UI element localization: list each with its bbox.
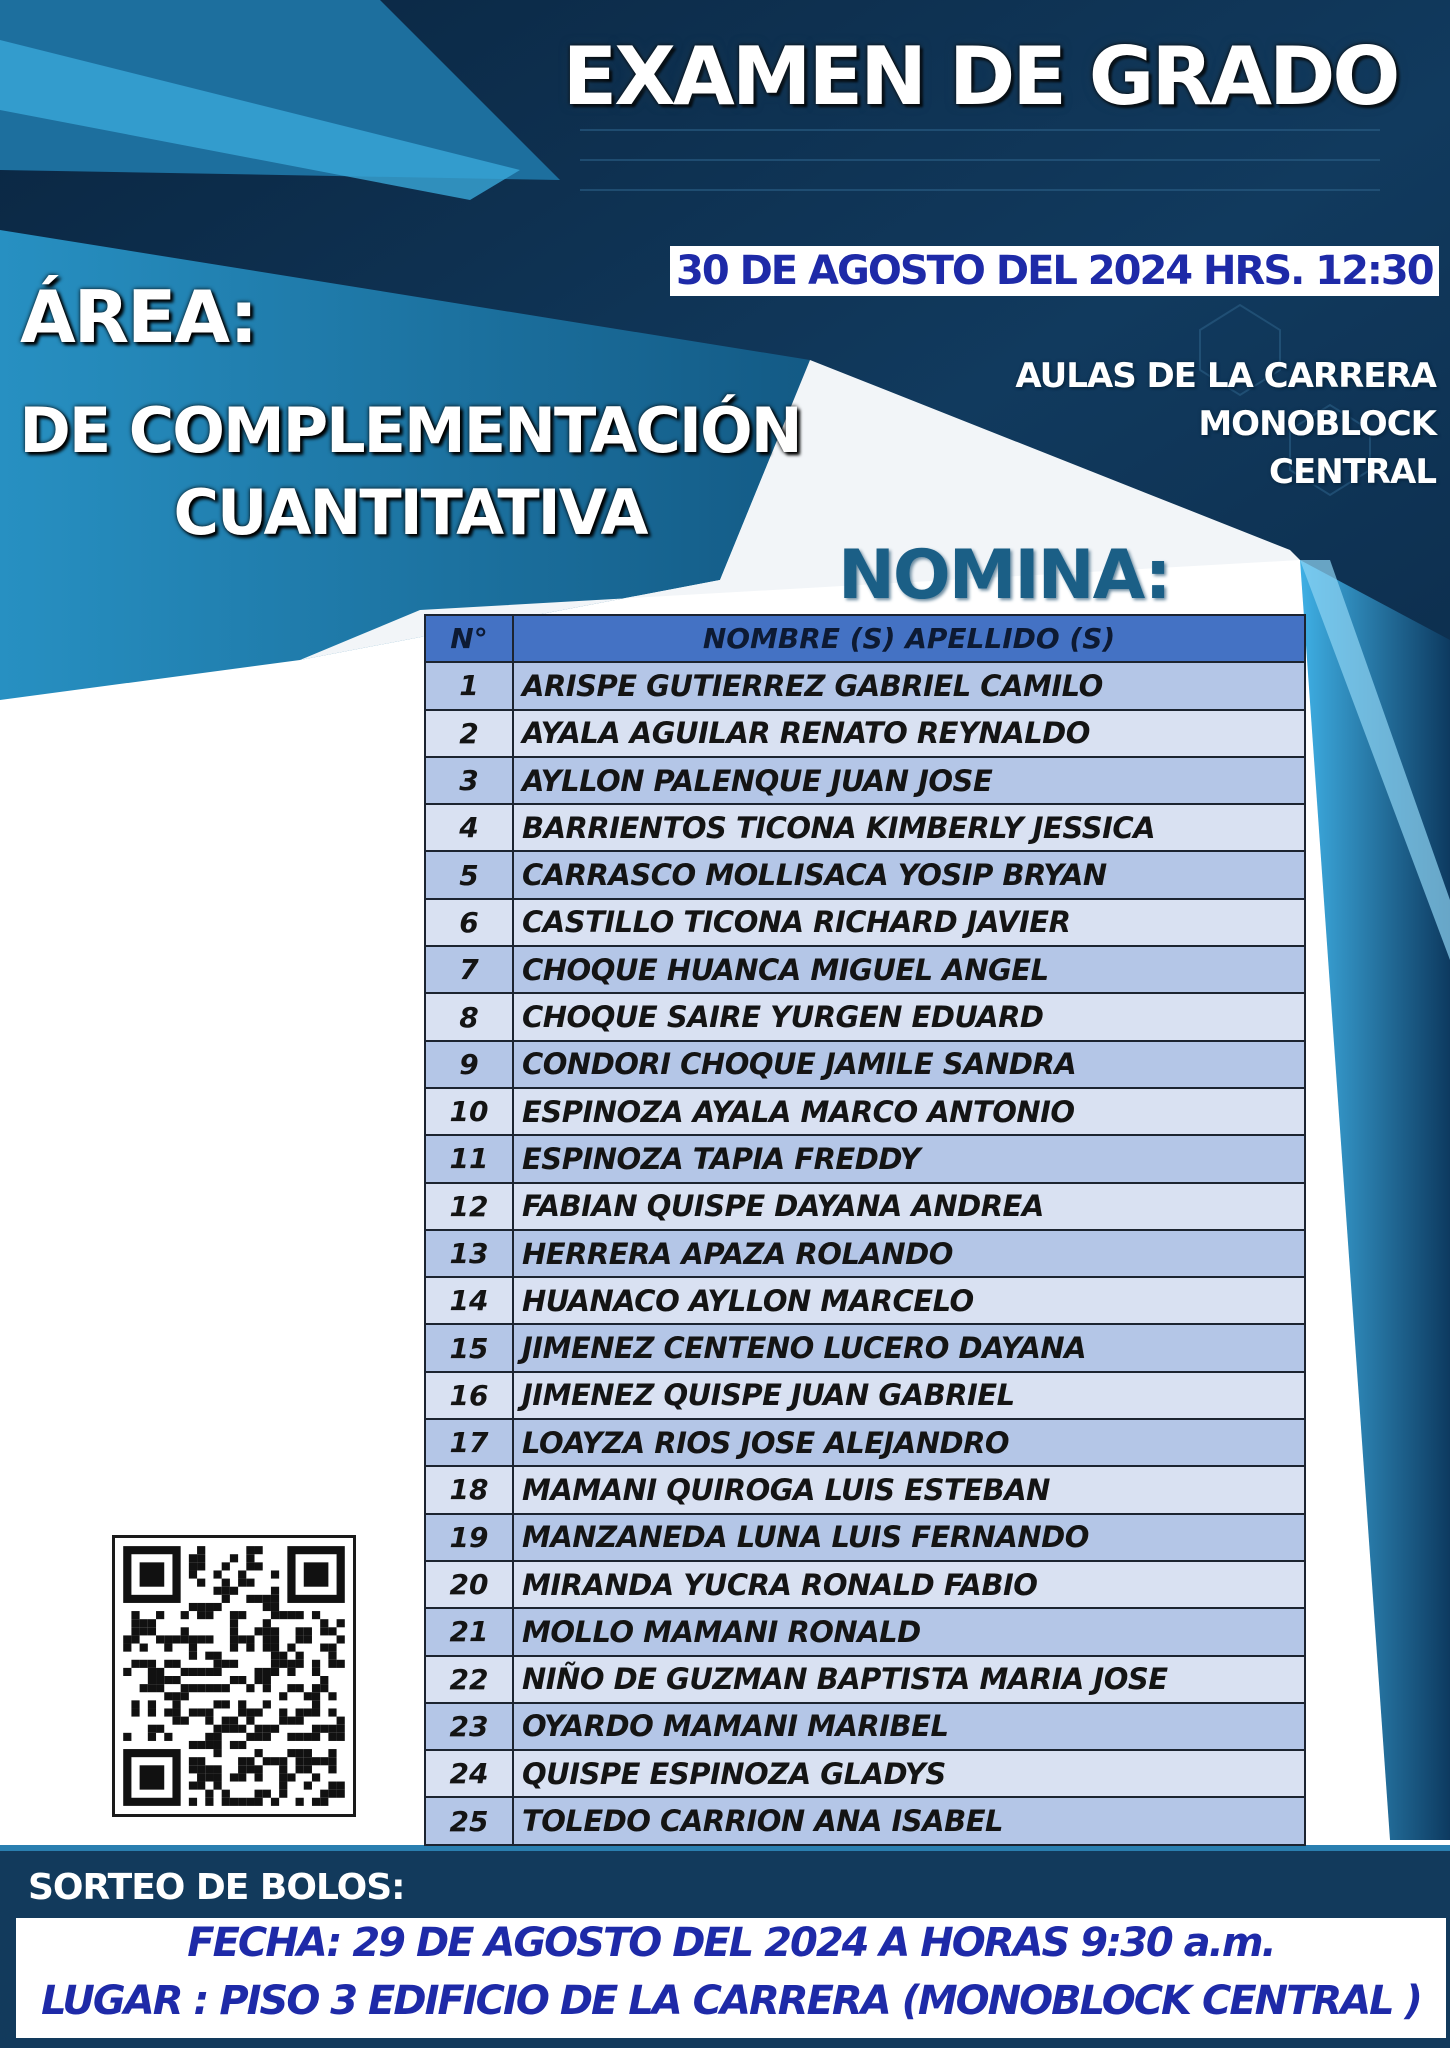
qr-code-icon (112, 1535, 356, 1817)
table-row (425, 1372, 1305, 1419)
table-row (425, 1608, 1305, 1655)
table-row (425, 1419, 1305, 1466)
student-name: CONDORI CHOQUE JAMILE SANDRA (513, 1041, 1305, 1088)
student-name: CASTILLO TICONA RICHARD JAVIER (513, 899, 1305, 946)
table-row (425, 1135, 1305, 1182)
student-name: HERRERA APAZA ROLANDO (513, 1230, 1305, 1277)
student-name: MIRANDA YUCRA RONALD FABIO (513, 1561, 1305, 1608)
table-row (425, 1466, 1305, 1513)
column-header-name: NOMBRE (S) APELLIDO (S) (513, 615, 1305, 662)
row-number: 10 (425, 1088, 513, 1135)
exam-location (916, 352, 1436, 496)
row-number: 7 (425, 946, 513, 993)
student-name: CARRASCO MOLLISACA YOSIP BRYAN (513, 851, 1305, 898)
row-number: 6 (425, 899, 513, 946)
sorteo-details (16, 1918, 1446, 2038)
area-label: ÁREA: (20, 275, 257, 359)
location-line1: AULAS DE LA CARRERA (1015, 356, 1436, 396)
table-row (425, 1514, 1305, 1561)
row-number: 4 (425, 804, 513, 851)
row-number: 18 (425, 1466, 513, 1513)
table-row (425, 710, 1305, 757)
row-number: 13 (425, 1230, 513, 1277)
row-number: 8 (425, 993, 513, 1040)
student-name: ESPINOZA AYALA MARCO ANTONIO (513, 1088, 1305, 1135)
student-name: MAMANI QUIROGA LUIS ESTEBAN (513, 1466, 1305, 1513)
row-number: 17 (425, 1419, 513, 1466)
row-number: 9 (425, 1041, 513, 1088)
sorteo-lugar: LUGAR : PISO 3 EDIFICIO DE LA CARRERA (MONOBLOCK CENTRAL ) (41, 1978, 1421, 2024)
row-number: 3 (425, 757, 513, 804)
student-roster-table (424, 614, 1306, 1846)
table-row (425, 1088, 1305, 1135)
student-name: QUISPE ESPINOZA GLADYS (513, 1750, 1305, 1797)
row-number: 12 (425, 1183, 513, 1230)
student-name: LOAYZA RIOS JOSE ALEJANDRO (513, 1419, 1305, 1466)
sorteo-label: SORTEO DE BOLOS: (28, 1867, 405, 1908)
table-row (425, 899, 1305, 946)
table-row (425, 946, 1305, 993)
student-name: TOLEDO CARRION ANA ISABEL (513, 1797, 1305, 1844)
table-row (425, 804, 1305, 851)
row-number: 19 (425, 1514, 513, 1561)
column-header-number: N° (425, 615, 513, 662)
student-name: CHOQUE HUANCA MIGUEL ANGEL (513, 946, 1305, 993)
row-number: 2 (425, 710, 513, 757)
sorteo-fecha: FECHA: 29 DE AGOSTO DEL 2024 A HORAS 9:30 a.m. (187, 1920, 1275, 1966)
student-name: MOLLO MAMANI RONALD (513, 1608, 1305, 1655)
table-row (425, 1324, 1305, 1371)
table-row (425, 993, 1305, 1040)
student-name: AYALA AGUILAR RENATO REYNALDO (513, 710, 1305, 757)
table-row (425, 662, 1305, 709)
row-number: 16 (425, 1372, 513, 1419)
area-name (10, 390, 810, 554)
area-name-line1: DE COMPLEMENTACIÓN (19, 394, 801, 467)
location-line3: CENTRAL (1269, 452, 1436, 492)
row-number: 23 (425, 1703, 513, 1750)
row-number: 5 (425, 851, 513, 898)
student-name: BARRIENTOS TICONA KIMBERLY JESSICA (513, 804, 1305, 851)
student-name: OYARDO MAMANI MARIBEL (513, 1703, 1305, 1750)
table-row (425, 757, 1305, 804)
table-row (425, 1230, 1305, 1277)
student-name: ARISPE GUTIERREZ GABRIEL CAMILO (513, 662, 1305, 709)
table-row (425, 1277, 1305, 1324)
row-number: 20 (425, 1561, 513, 1608)
row-number: 25 (425, 1797, 513, 1844)
area-name-line2: CUANTITATIVA (173, 476, 647, 549)
student-name: HUANACO AYLLON MARCELO (513, 1277, 1305, 1324)
table-row (425, 851, 1305, 898)
student-name: JIMENEZ CENTENO LUCERO DAYANA (513, 1324, 1305, 1371)
student-name: JIMENEZ QUISPE JUAN GABRIEL (513, 1372, 1305, 1419)
row-number: 11 (425, 1135, 513, 1182)
table-header-row (425, 615, 1305, 662)
row-number: 1 (425, 662, 513, 709)
row-number: 22 (425, 1656, 513, 1703)
table-row (425, 1561, 1305, 1608)
exam-datetime: 30 DE AGOSTO DEL 2024 HRS. 12:30 (670, 246, 1439, 296)
student-name: FABIAN QUISPE DAYANA ANDREA (513, 1183, 1305, 1230)
row-number: 24 (425, 1750, 513, 1797)
table-row (425, 1656, 1305, 1703)
table-row (425, 1797, 1305, 1844)
student-name: ESPINOZA TAPIA FREDDY (513, 1135, 1305, 1182)
nomina-heading: NOMINA: (838, 536, 1170, 615)
row-number: 21 (425, 1608, 513, 1655)
location-line2: MONOBLOCK (1198, 404, 1436, 444)
row-number: 14 (425, 1277, 513, 1324)
table-row (425, 1703, 1305, 1750)
student-name: CHOQUE SAIRE YURGEN EDUARD (513, 993, 1305, 1040)
student-name: NIÑO DE GUZMAN BAPTISTA MARIA JOSE (513, 1656, 1305, 1703)
row-number: 15 (425, 1324, 513, 1371)
table-row (425, 1041, 1305, 1088)
student-name: AYLLON PALENQUE JUAN JOSE (513, 757, 1305, 804)
table-row (425, 1183, 1305, 1230)
table-row (425, 1750, 1305, 1797)
roster-body (425, 662, 1305, 1844)
page-title: EXAMEN DE GRADO (562, 30, 1398, 123)
student-name: MANZANEDA LUNA LUIS FERNANDO (513, 1514, 1305, 1561)
